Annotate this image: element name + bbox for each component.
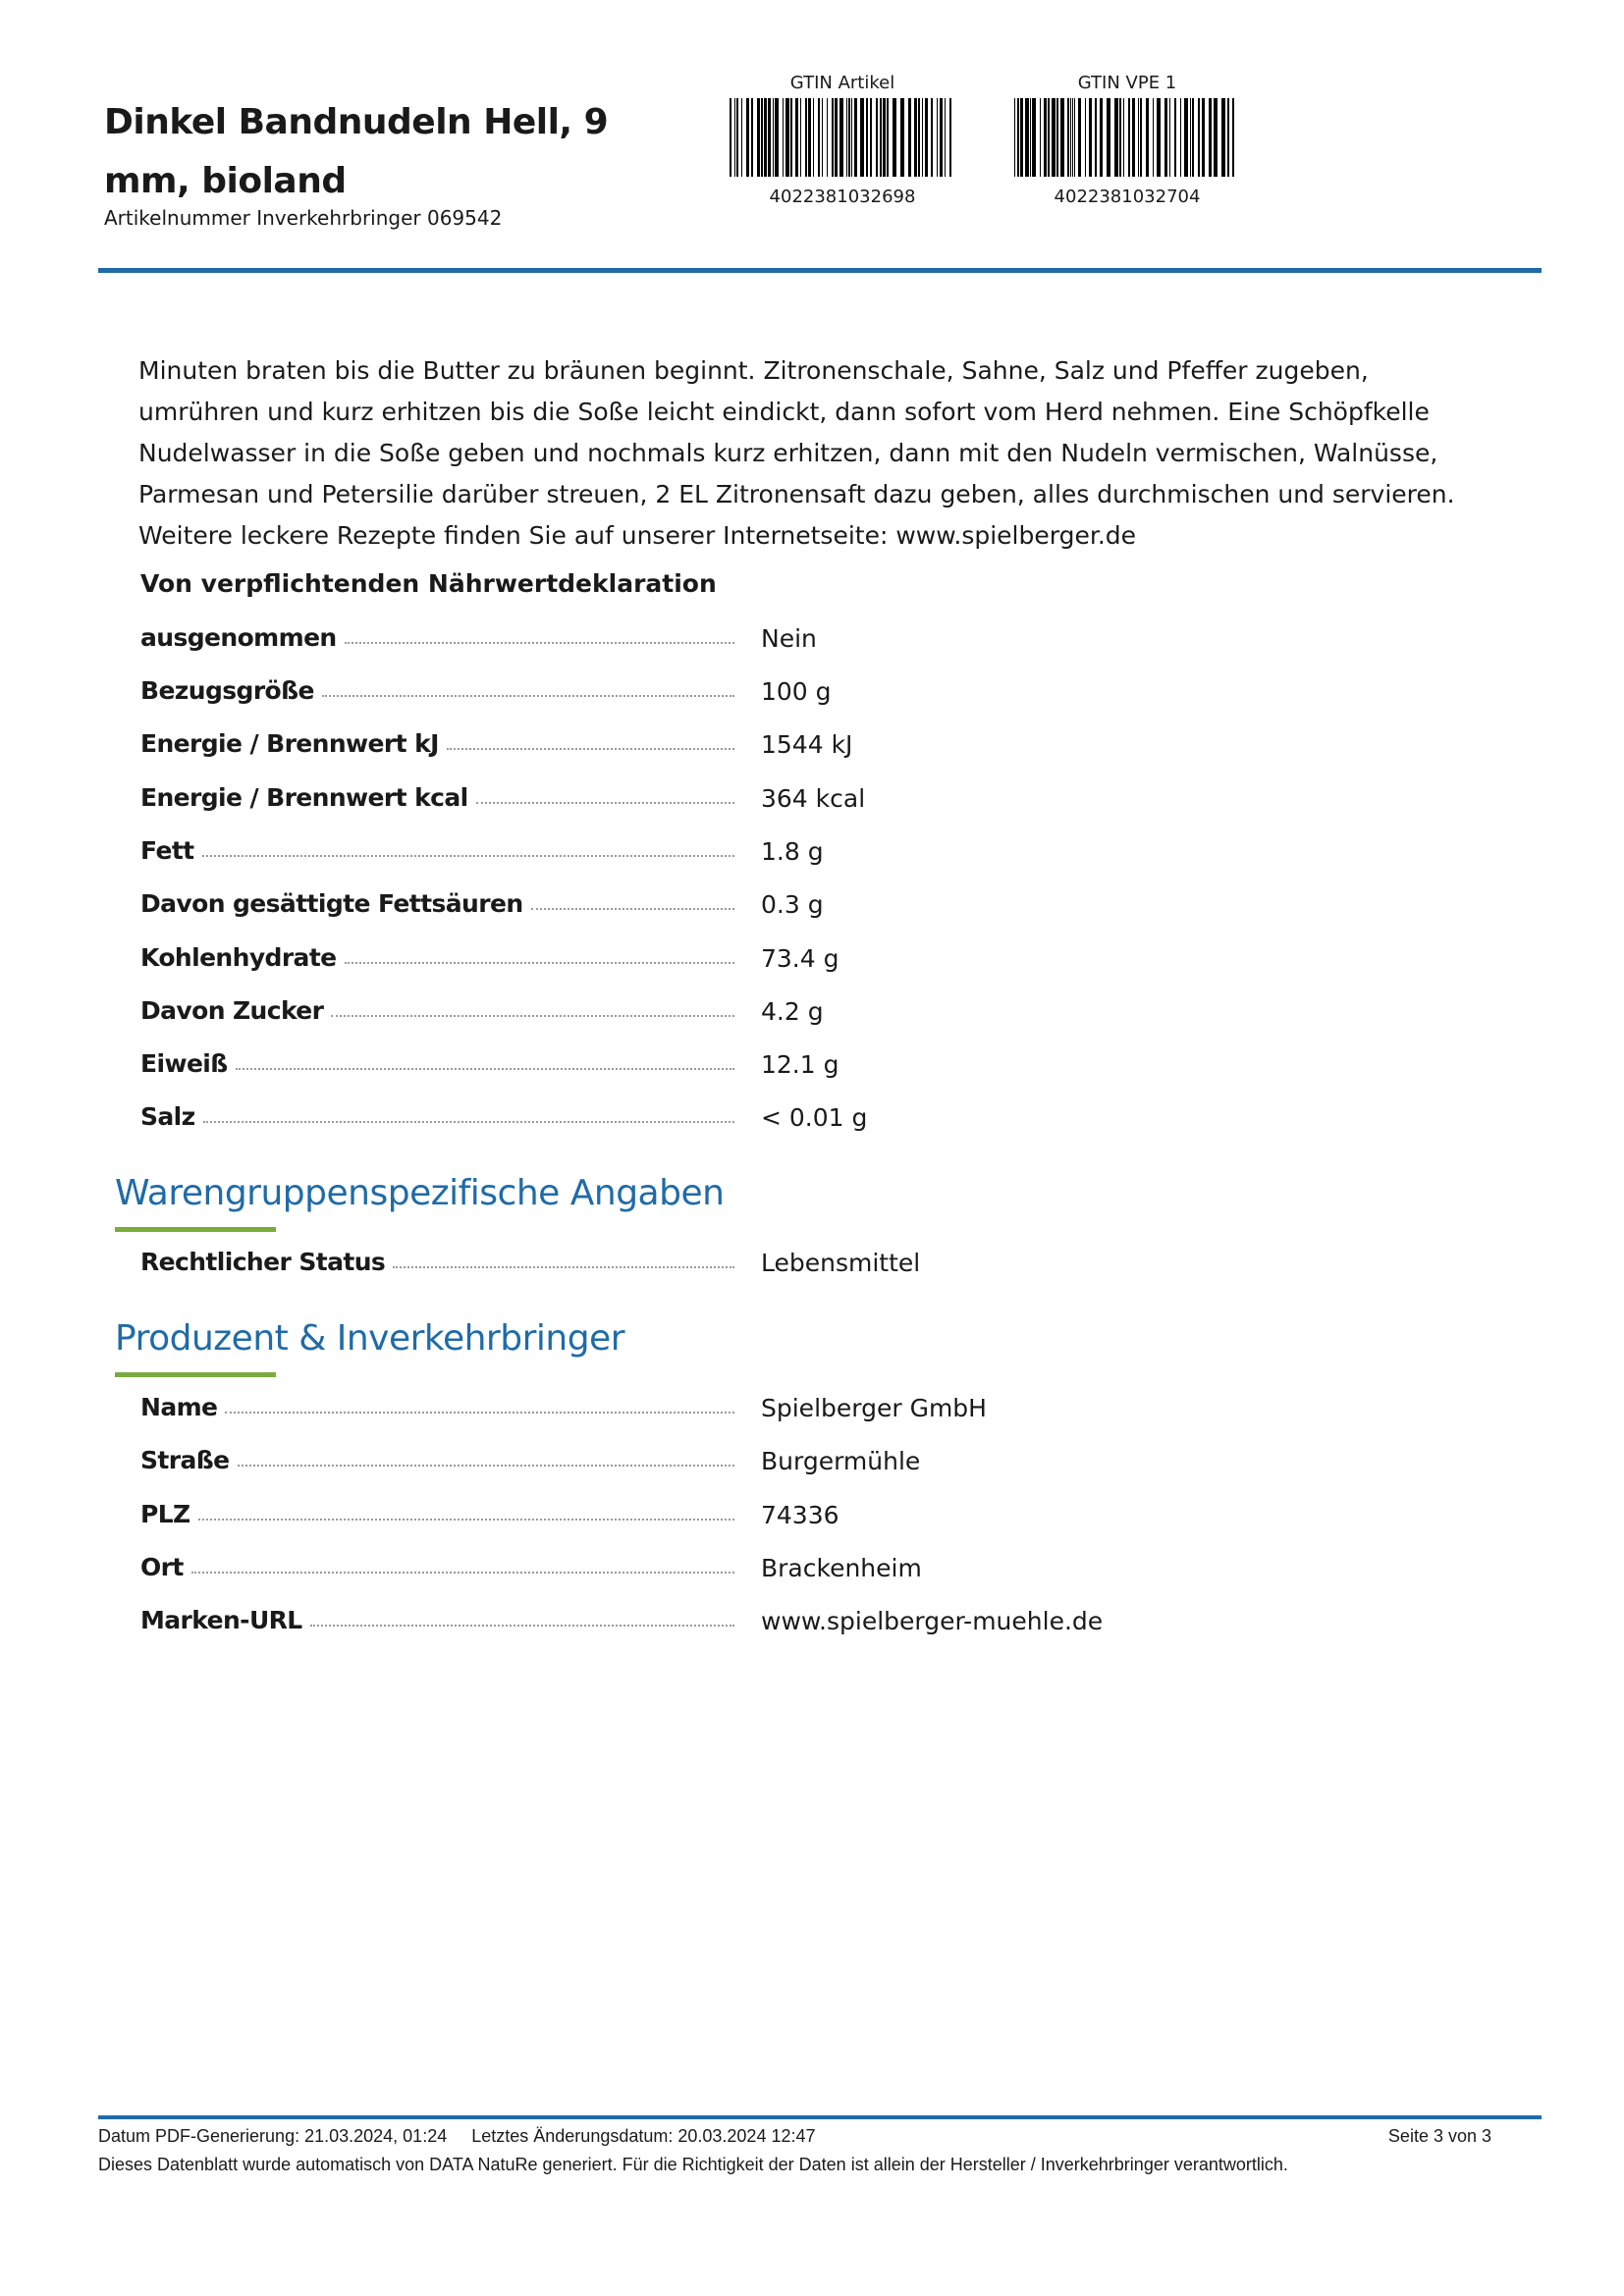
barcode-bar — [1153, 98, 1154, 177]
barcode-bar — [1169, 98, 1170, 177]
barcode-graphic — [1011, 98, 1243, 177]
barcode-bar — [818, 98, 820, 177]
row-value: < 0.01 g — [761, 1103, 868, 1132]
barcode-bar — [1020, 98, 1023, 177]
barcode-bar — [922, 98, 923, 177]
barcode-bar — [1074, 98, 1075, 177]
dot-leader — [236, 1068, 734, 1070]
row-value: Nein — [761, 624, 817, 653]
barcode-bar — [773, 98, 774, 177]
goods-row — [140, 1243, 1417, 1282]
barcode-number: 4022381032698 — [769, 187, 916, 207]
producer-row — [140, 1548, 1417, 1587]
row-value: Lebensmittel — [761, 1249, 921, 1277]
barcode-bar — [900, 98, 904, 177]
barcode-bar — [822, 98, 823, 177]
barcode-bar — [883, 98, 886, 177]
section-title-goods: Warengruppenspezifische Angaben — [115, 1173, 725, 1213]
footer-divider — [98, 2115, 1542, 2119]
dot-leader — [531, 908, 734, 910]
barcode-bar — [1032, 98, 1036, 177]
barcode-bar — [1107, 98, 1110, 177]
barcode-number: 4022381032704 — [1054, 187, 1201, 207]
barcode-graphic — [727, 98, 958, 177]
row-value: www.spielberger-muehle.de — [761, 1607, 1104, 1635]
barcode-bar — [1060, 98, 1064, 177]
dot-leader — [322, 695, 734, 697]
barcode-bar — [1078, 98, 1081, 177]
barcode-bar — [751, 98, 753, 177]
dot-leader — [345, 962, 734, 964]
nutrition-row — [140, 884, 1417, 924]
barcode-bar — [1140, 98, 1142, 177]
barcode-bar — [876, 98, 878, 177]
dot-leader — [225, 1412, 734, 1414]
barcode-bar — [940, 98, 943, 177]
barcode-bar — [808, 98, 811, 177]
barcode-bar — [730, 98, 731, 177]
dot-leader — [310, 1625, 734, 1627]
barcode-bar — [1157, 98, 1161, 177]
barcode-bar — [1119, 98, 1121, 177]
dot-leader — [447, 748, 734, 750]
section-underline — [115, 1372, 276, 1377]
section-title-producer: Produzent & Inverkehrbringer — [115, 1318, 625, 1359]
row-value: 1544 kJ — [761, 730, 853, 759]
row-value: 100 g — [761, 677, 832, 706]
barcode-bar — [775, 98, 779, 177]
barcode-bar — [851, 98, 852, 177]
barcode-bar — [1227, 98, 1229, 177]
nutrition-row — [140, 991, 1417, 1031]
nutrition-heading: Von verpflichtenden Nährwertdeklaration — [140, 569, 717, 598]
row-value: Burgermühle — [761, 1447, 921, 1475]
nutrition-row — [140, 1097, 1417, 1137]
row-label: Davon gesättigte Fettsäuren — [140, 889, 523, 918]
row-label: Kohlenhydrate — [140, 943, 337, 972]
barcode-bar — [734, 98, 735, 177]
dot-leader — [476, 802, 734, 804]
nutrition-row — [140, 831, 1417, 871]
row-label: ausgenommen — [140, 623, 337, 652]
row-label: Fett — [140, 836, 194, 865]
barcode-bar — [1056, 98, 1058, 177]
barcode-bar — [1067, 98, 1069, 177]
barcode-bar — [1164, 98, 1167, 177]
barcode-bar — [949, 98, 951, 177]
barcode-bar — [866, 98, 868, 177]
producer-row — [140, 1388, 1417, 1427]
barcode-bar — [757, 98, 760, 177]
nutrition-row — [140, 724, 1417, 764]
dot-leader — [202, 855, 734, 857]
barcode-caption: GTIN VPE 1 — [1077, 73, 1177, 93]
dot-leader — [238, 1465, 735, 1467]
row-value: 74336 — [761, 1501, 839, 1529]
row-label: Bezugsgröße — [140, 676, 314, 705]
barcode-bar — [1128, 98, 1130, 177]
barcode-bar — [1190, 98, 1191, 177]
barcode-bar — [1025, 98, 1029, 177]
barcode-bar — [1017, 98, 1019, 177]
barcode-gtin-vpe — [1009, 73, 1245, 208]
barcode-bar — [1232, 98, 1234, 177]
barcode-bar — [1146, 98, 1149, 177]
recipe-text: Minuten braten bis die Butter zu bräunen beginnt. Zitronenschale, Sahne, Salz und Pfeffer zugeben, umrühren und kurz erhitzen bis die Soße leicht eindickt, dann sofort vom Herd nehmen. Eine Schöpfkelle Nudelwasser in die Soße geben und nochmals kurz erhitzen, dann mit den Nudeln vermischen, Walnüsse, Parmesan und Petersilie darüber streuen, 2 EL Zitronensaft dazu geben, alles durchmischen und servieren. Weitere leckere Rezepte finden Sie auf unserer Internetseite: www.spielberger.de — [138, 356, 1455, 550]
row-value: 0.3 g — [761, 890, 824, 919]
producer-row — [140, 1601, 1417, 1640]
nutrition-row — [140, 671, 1417, 711]
barcode-bar — [827, 98, 828, 177]
dot-leader — [198, 1519, 734, 1521]
barcode-bar — [870, 98, 872, 177]
barcode-bar — [1044, 98, 1047, 177]
barcode-bar — [893, 98, 896, 177]
barcode-bar — [1014, 98, 1015, 177]
barcode-bar — [761, 98, 763, 177]
row-label: Straße — [140, 1446, 230, 1474]
barcode-bar — [1214, 98, 1218, 177]
barcode-bar — [795, 98, 798, 177]
barcode-bar — [1085, 98, 1086, 177]
row-label: Davon Zucker — [140, 996, 324, 1025]
nutrition-row — [140, 938, 1417, 978]
barcode-bar — [1052, 98, 1056, 177]
row-value: Spielberger GmbH — [761, 1394, 987, 1422]
section-underline — [115, 1227, 276, 1232]
barcode-bar — [746, 98, 749, 177]
barcode-caption: GTIN Artikel — [789, 73, 895, 93]
barcode-bar — [1132, 98, 1135, 177]
barcode-bar — [1072, 98, 1073, 177]
barcode-bar — [1095, 98, 1097, 177]
barcode-bar — [925, 98, 928, 177]
barcode-bar — [848, 98, 850, 177]
barcode-bar — [887, 98, 889, 177]
page-number: Seite 3 von 3 — [1387, 2126, 1491, 2146]
barcode-gtin-article — [725, 73, 960, 208]
producer-row — [140, 1441, 1417, 1480]
row-label: Eiweiß — [140, 1049, 228, 1078]
barcode-bar — [854, 98, 857, 177]
row-value: 1.8 g — [761, 837, 824, 866]
row-value: 73.4 g — [761, 944, 839, 973]
nutrition-row — [140, 1044, 1417, 1084]
barcode-bar — [790, 98, 792, 177]
barcode-bar — [1123, 98, 1124, 177]
dot-leader — [345, 642, 734, 644]
barcode-bar — [860, 98, 864, 177]
barcode-bar — [880, 98, 882, 177]
header-divider — [98, 268, 1542, 273]
nutrition-row — [140, 618, 1417, 658]
barcode-bar — [1221, 98, 1225, 177]
dot-leader — [331, 1015, 734, 1017]
row-label: Salz — [140, 1102, 195, 1131]
barcode-bar — [1192, 98, 1194, 177]
barcode-bar — [931, 98, 933, 177]
barcode-bar — [1030, 98, 1031, 177]
barcode-bar — [785, 98, 789, 177]
barcode-bar — [768, 98, 771, 177]
barcode-bar — [835, 98, 838, 177]
nutrition-row — [140, 778, 1417, 818]
barcode-bar — [945, 98, 946, 177]
producer-row — [140, 1495, 1417, 1534]
barcode-bar — [1184, 98, 1188, 177]
last-change-date: Letztes Änderungsdatum: 20.03.2024 12:47 — [471, 2126, 816, 2146]
row-label: Name — [140, 1393, 218, 1421]
barcode-bar — [741, 98, 742, 177]
row-label: Energie / Brennwert kJ — [140, 729, 439, 758]
barcode-bar — [1198, 98, 1200, 177]
row-label: Marken-URL — [140, 1606, 302, 1634]
barcode-bar — [918, 98, 920, 177]
barcode-bar — [1114, 98, 1118, 177]
barcode-bar — [813, 98, 814, 177]
row-value: 364 kcal — [761, 784, 866, 813]
barcode-bar — [1040, 98, 1041, 177]
barcode-bar — [1138, 98, 1139, 177]
footer-disclaimer: Dieses Datenblatt wurde automatisch von DATA NatuRe generiert. Für die Richtigkeit der Daten ist allein der Hersteller / Inverkehrbringer verantwortlich. — [98, 2155, 1288, 2174]
row-label: Rechtlicher Status — [140, 1248, 386, 1276]
barcode-bar — [1048, 98, 1050, 177]
barcode-bar — [800, 98, 801, 177]
row-label: Ort — [140, 1553, 184, 1581]
dot-leader — [191, 1572, 734, 1574]
row-value: 12.1 g — [761, 1050, 839, 1079]
barcode-bar — [846, 98, 847, 177]
barcode-bar — [908, 98, 911, 177]
barcode-bar — [1089, 98, 1092, 177]
dot-leader — [393, 1266, 734, 1268]
barcode-bar — [832, 98, 834, 177]
pdf-generation-date: Datum PDF-Generierung: 21.03.2024, 01:24 — [98, 2126, 448, 2146]
barcode-bar — [805, 98, 807, 177]
barcode-bar — [937, 98, 938, 177]
barcode-bar — [783, 98, 784, 177]
barcode-bar — [736, 98, 738, 177]
barcode-bar — [1070, 98, 1071, 177]
barcode-bar — [1174, 98, 1176, 177]
barcode-bar — [1202, 98, 1205, 177]
row-label: PLZ — [140, 1500, 190, 1528]
row-label: Energie / Brennwert kcal — [140, 783, 468, 812]
dot-leader — [203, 1121, 734, 1123]
barcode-bar — [839, 98, 843, 177]
barcode-bar — [1209, 98, 1212, 177]
barcode-bar — [764, 98, 767, 177]
barcode-bar — [1180, 98, 1181, 177]
product-title: Dinkel Bandnudeln Hell, 9 mm, bioland — [104, 102, 609, 201]
barcode-bar — [1100, 98, 1103, 177]
barcode-bar — [914, 98, 917, 177]
row-value: Brackenheim — [761, 1554, 922, 1582]
article-number: Artikelnummer Inverkehrbringer 069542 — [104, 206, 503, 230]
row-value: 4.2 g — [761, 997, 824, 1026]
footer-dates — [98, 2126, 816, 2147]
